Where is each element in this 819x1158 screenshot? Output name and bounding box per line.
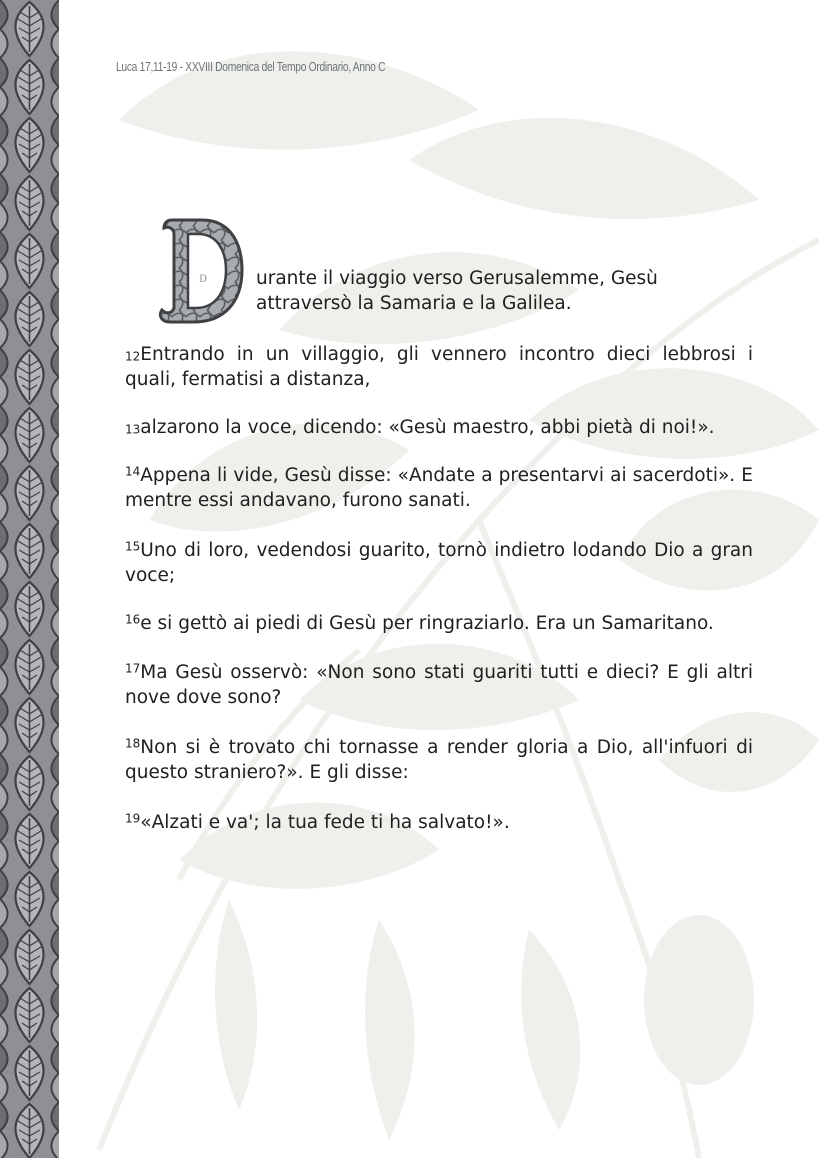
verse-number: 13 — [125, 422, 141, 437]
leaf-pattern-icon — [0, 0, 59, 1158]
verse — [125, 611, 753, 636]
verse-text: «Alzati e va'; la tua fede ti ha salvato!». — [140, 812, 510, 833]
verse-text: Ma Gesù osservò: «Non sono stati guariti tutti e dieci? E gli altri nove dove sono? — [125, 662, 753, 708]
verse-number: 18 — [125, 736, 141, 751]
passage-intro: urante il viaggio verso Gerusalemme, Gesù attraversò la Samaria e la Galilea. — [256, 268, 658, 314]
verse — [125, 342, 753, 392]
verse-text: Appena li vide, Gesù disse: «Andate a presentarvi ai sacerdoti». E mentre essi andavano, furono sanati. — [125, 465, 753, 511]
verse-number: 12 — [125, 349, 141, 364]
verse-number: 19 — [125, 811, 141, 826]
drop-cap-letter: D — [198, 274, 208, 285]
verse — [125, 415, 753, 440]
verse — [125, 463, 753, 513]
verse-number: 17 — [125, 661, 141, 676]
verse — [125, 735, 753, 785]
verse — [125, 538, 753, 588]
verse-text: Non si è trovato chi tornasse a render gloria a Dio, all'infuori di questo straniero?». E gli disse: — [125, 737, 753, 783]
verse-text: e si gettò ai piedi di Gesù per ringraziarlo. Era un Samaritano. — [140, 613, 714, 634]
verse — [125, 810, 753, 835]
decorative-letter-D-icon — [158, 212, 244, 330]
decorative-border — [0, 0, 59, 1158]
verse-text: alzarono la voce, dicendo: «Gesù maestro, abbi pietà di noi!». — [140, 417, 715, 438]
verse-number: 14 — [125, 464, 141, 479]
verse-number: 16 — [125, 612, 141, 627]
verse-text: Entrando in un villaggio, gli vennero incontro dieci lebbrosi i quali, fermatisi a distanza, — [125, 344, 753, 390]
verse-number: 15 — [125, 539, 141, 554]
page-header-reference: Luca 17,11-19 - XXVIII Domenica del Tempo Ordinario, Anno C — [116, 60, 386, 74]
verse-text: Uno di loro, vedendosi guarito, tornò indietro lodando Dio a gran voce; — [125, 540, 753, 586]
verse — [125, 660, 753, 710]
